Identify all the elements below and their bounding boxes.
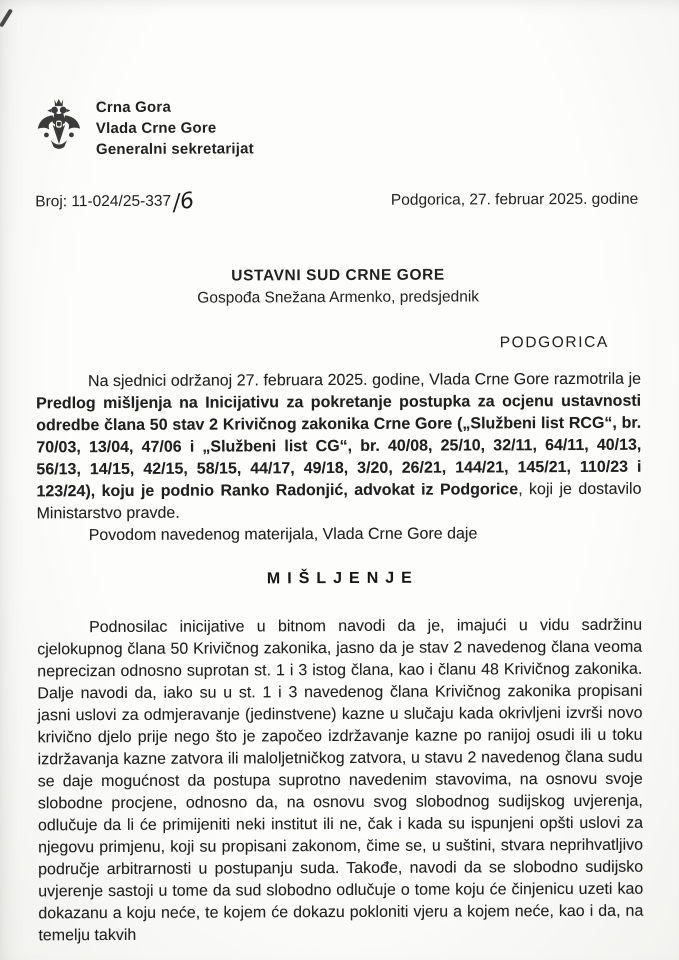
intro-closing-line: Povodom navedenog materijala, Vlada Crne Gore daje — [88, 525, 478, 545]
reference-number-handwritten-suffix: /6 — [170, 188, 196, 217]
body-paragraph: Podnosilac inicijative u bitnom navodi da je, imajući u vidu sadržinu cjelokupnog člana 50 Krivičnog zakonika, jasno da je stav 2 navedenog člana veoma neprecizan odnosno suprotan st. 1 i 3 istog člana, kao i članu 48 Krivičnog zakonika. Dalje navodi da, iako su u st. 1 i 3 navedenog člana Krivičnog zakonika propisani jasni uslovi za odmjeravanje (jedinstvene) kazne u slučaju kada okrivljeni izvrši novo krivično djelo prije nego što je započeo izdržavanje kazne po ranijoj osudi ili u toku izdržavanja kazne zatvora ili maloljetničkog zatvora, u stavu 2 navedenog člana sudu se daje mogućnost da postupa suprotno navedenim stavovima, na osnovu svoje slobodne procjene, odnosno da, na osnovu svog slobodnog sudijskog uvjerenja, odlučuje da li će primijeniti neki institut ili ne, čak i kada su ispunjeni opšti uslovi za njegovu primjenu, koji su propisani zakonom, čime se, u suštini, stvara neprihvatljivo područje arbitrarnosti u postupanju suda. Takođe, navodi da se slobodno sudijsko uvjerenje sastoji u tome da sud slobodno odlučuje o tome koju će činjenicu uzeti kao dokazanu a koju neće, te kojem će dokazu pokloniti vjeru a kojem neće, kao i da, na temelju takvih — [37, 616, 644, 945]
intro-paragraph — [36, 369, 642, 526]
recipient-institution: USTAVNI SUD CRNE GORE — [231, 266, 445, 285]
recipient-block — [36, 264, 641, 311]
letterhead — [35, 89, 640, 166]
org-government: Vlada Crne Gore — [95, 119, 217, 137]
intro-text-normal-1: Na sjednici održanoj 27. februara 2025. godine, Vlada Crne Gore razmotrila je — [87, 370, 642, 391]
reference-line — [35, 185, 640, 217]
reference-number-group — [35, 187, 196, 217]
montenegro-coat-of-arms-icon — [35, 91, 83, 165]
recipient-city: PODGORICA — [499, 333, 609, 352]
org-secretariat: Generalni sekretarijat — [95, 139, 254, 158]
reference-number: Broj: 11-024/25-337 — [35, 192, 172, 211]
recipient-person: Gospođa Snežana Armenko, predsjednik — [197, 288, 480, 307]
place-and-date: Podgorica, 27. februar 2025. godine — [390, 190, 639, 209]
intro-text-normal-2: , koji je dostavilo Ministarstvo pravde. — [36, 480, 642, 523]
organization-block — [96, 96, 254, 160]
org-country: Crna Gora — [95, 98, 172, 116]
intro-text-bold: Predlog mišljenja na Inicijativu za pokretanje postupka za ocjenu ustavnosti odredbe člana 50 stav 2 Krivičnog zakonika Crne Gore („Službeni list RCG“, br. 70/03, 13/04, 47/06 i „Službeni list CG“, br. 40/08, 25/10, 32/11, 64/11, 40/13, 56/13, 14/15, 42/15, 58/15, 44/17, 49/18, 3/20, 26/21, 144/21, 145/21, 110/23 i 123/24), koju je podnio Ranko Radonjić, advokat iz Podgorice — [36, 392, 642, 501]
opinion-title: MIŠLJENJE — [266, 569, 419, 588]
